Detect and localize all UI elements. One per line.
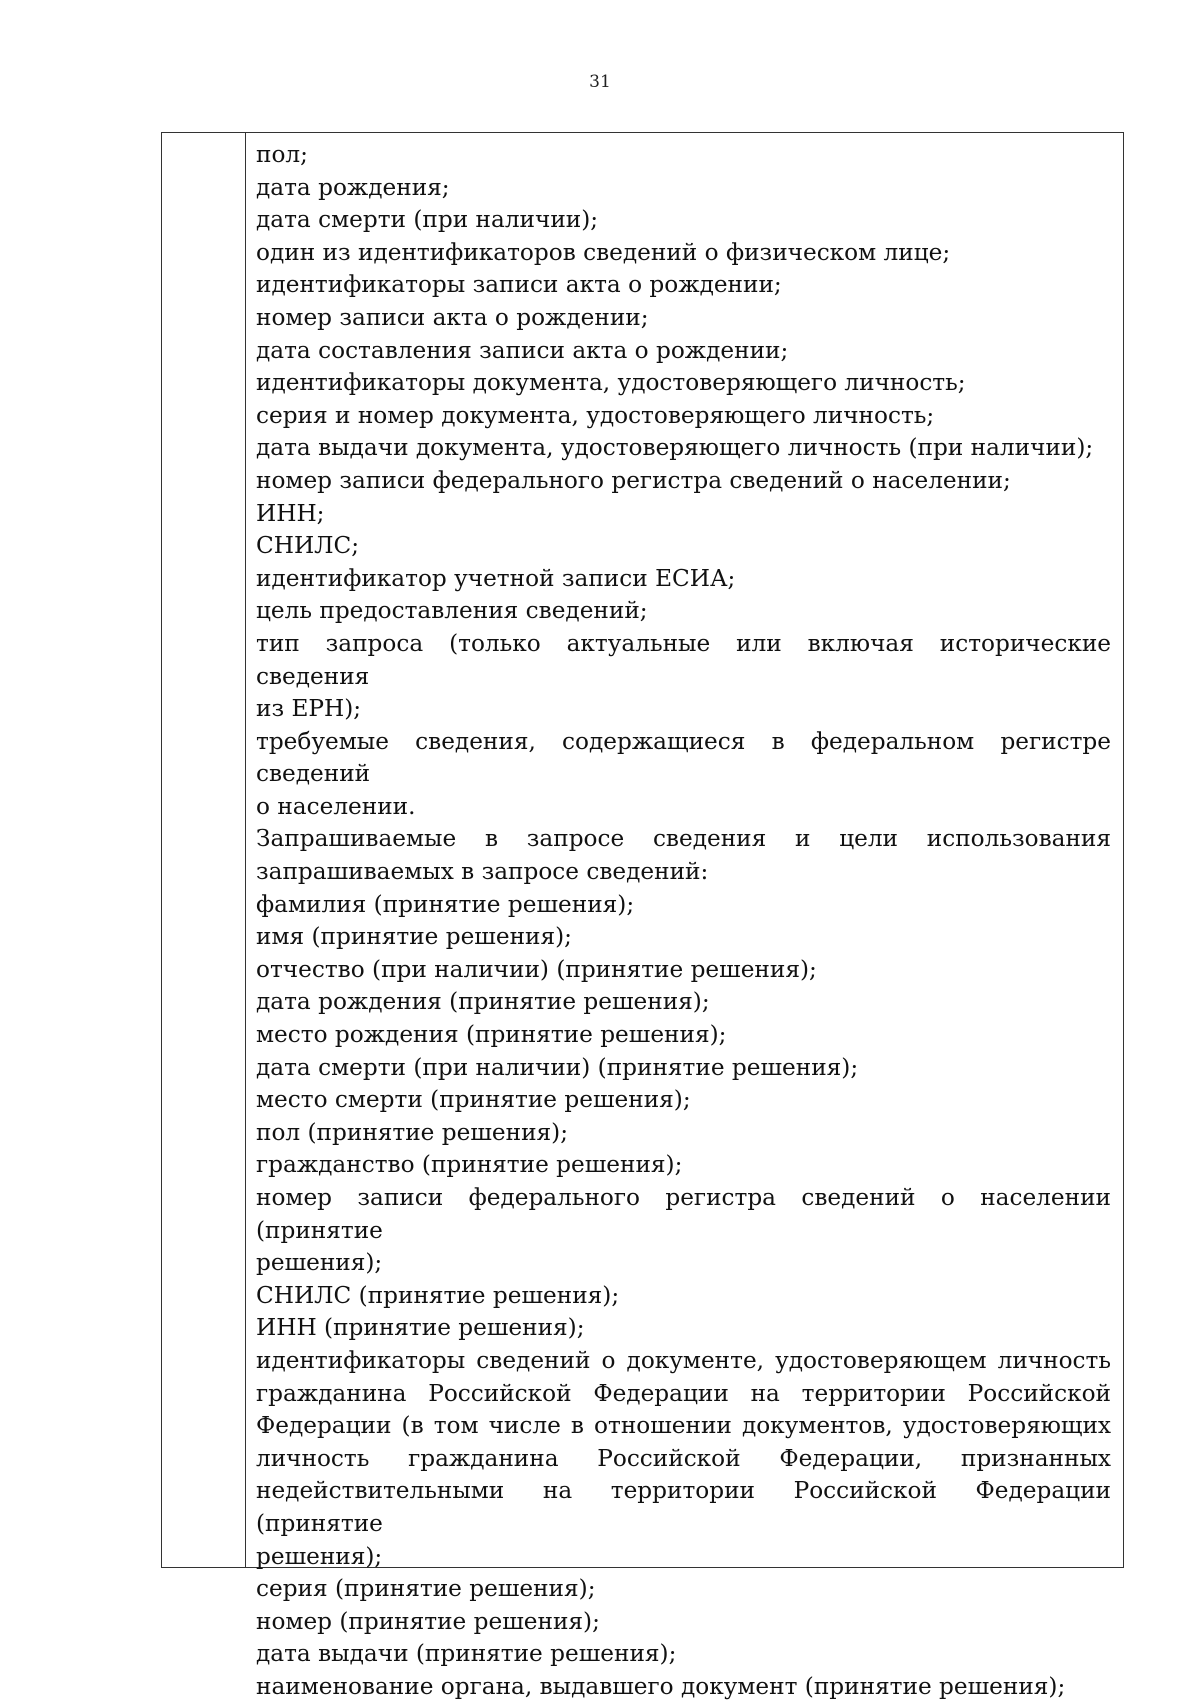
text-line: наименование органа, выдавшего документ (принятие решения); xyxy=(256,1672,1066,1700)
text-line: идентификатор учетной записи ЕСИА; xyxy=(256,564,736,592)
text-line: серия (принятие решения); xyxy=(256,1575,596,1603)
text-line: дата смерти (при наличии) (принятие решения); xyxy=(256,1053,859,1081)
text-line: СНИЛС (принятие решения); xyxy=(256,1281,620,1309)
text-line: о населении. xyxy=(256,792,416,820)
text-line: идентификаторы записи акта о рождении; xyxy=(256,271,782,299)
text-line: номер записи акта о рождении; xyxy=(256,303,649,331)
text-line: имя (принятие решения); xyxy=(256,923,572,951)
text-line: дата составления записи акта о рождении; xyxy=(256,336,789,364)
text-line: один из идентификаторов сведений о физическом лице; xyxy=(256,238,951,266)
text-line: номер записи федерального регистра сведений о населении (принятие xyxy=(256,1184,1111,1244)
text-line: номер (принятие решения); xyxy=(256,1607,600,1635)
document-table xyxy=(161,132,1124,1700)
text-line: гражданство (принятие решения); xyxy=(256,1151,683,1179)
text-line: дата выдачи документа, удостоверяющего личность (при наличии); xyxy=(256,434,1094,462)
text-line: решения); xyxy=(256,1249,383,1277)
text-line: серия и номер документа, удостоверяющего личность; xyxy=(256,401,935,429)
text-line: пол; xyxy=(256,141,308,168)
text-line: гражданина Российской Федерации на территории Российской xyxy=(256,1379,1111,1407)
text-line: требуемые сведения, содержащиеся в федеральном регистре сведений xyxy=(256,727,1111,788)
text-line: цель предоставления сведений; xyxy=(256,597,648,625)
text-line: тип запроса (только актуальные или включая исторические сведения xyxy=(256,629,1111,690)
text-line: дата рождения; xyxy=(256,173,450,201)
text-line: ИНН; xyxy=(256,499,325,527)
text-line: Запрашиваемые в запросе сведения и цели использования xyxy=(256,825,1111,853)
text-line: из ЕРН); xyxy=(256,695,362,723)
text-line: идентификаторы сведений о документе, удостоверяющем личность xyxy=(256,1346,1111,1374)
text-line: решения); xyxy=(256,1542,383,1570)
text-line: запрашиваемых в запросе сведений: xyxy=(256,858,709,886)
text-line: фамилия (принятие решения); xyxy=(256,890,635,918)
column-divider xyxy=(245,133,246,1567)
text-line: дата рождения (принятие решения); xyxy=(256,988,710,1016)
text-line: номер записи федерального регистра сведений о населении; xyxy=(256,466,1011,494)
table-cell-content xyxy=(256,139,1111,1704)
text-line: Федерации (в том числе в отношении документов, удостоверяющих xyxy=(256,1412,1111,1440)
text-line: место смерти (принятие решения); xyxy=(256,1086,691,1114)
text-line: СНИЛС; xyxy=(256,532,360,560)
text-line: дата выдачи (принятие решения); xyxy=(256,1640,677,1668)
text-line: ИНН (принятие решения); xyxy=(256,1314,585,1342)
text-line: место рождения (принятие решения); xyxy=(256,1021,727,1049)
text-line: отчество (при наличии) (принятие решения); xyxy=(256,955,817,983)
text-line: идентификаторы документа, удостоверяющего личность; xyxy=(256,369,966,397)
text-line: дата смерти (при наличии); xyxy=(256,206,599,234)
text-line: личность гражданина Российской Федерации, признанных xyxy=(256,1444,1111,1472)
text-line: пол (принятие решения); xyxy=(256,1118,569,1146)
page-number: 31 xyxy=(589,72,611,92)
text-line: недействительными на территории Российской Федерации (принятие xyxy=(256,1477,1111,1537)
